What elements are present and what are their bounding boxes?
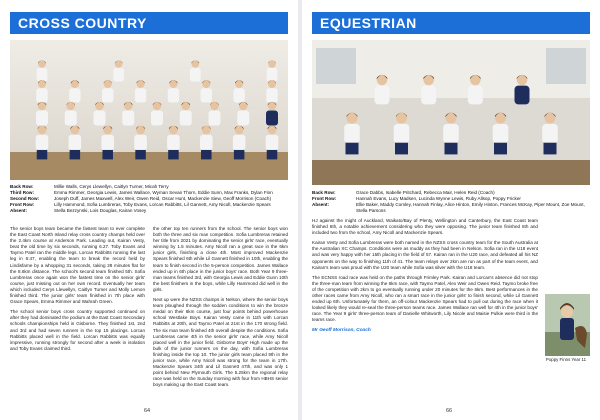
caption-row: Third Row: Emma Rimmer, Georgia Lewis, James Wallace, Wyman Sevan Thorn, Eddie Sunn, Max Franks, Dylan Finn [10,190,273,196]
article-column [153,226,288,392]
article-body [312,218,538,338]
caption-row: Back Row: Grace Dabbs, Isabelle Pritchard, Rebecca Mair, Helen Reid (Coach) [312,190,495,195]
caption-row: Front Row: Lilly Hammond, Sofia Lumbreras, Toby Evans, Lorcan Rabbitts, Lil Gannett, Amy Nicoll, Mackenzie Spears [10,202,271,208]
article-body [10,226,288,392]
caption-row: Absent: Stella Bezzynski, Lois Douglas, Kairan Vosey [10,208,147,214]
caption-row: Second Row: Joseph Duff, James Maxwell, Alex Weir, Owen Reid, Oscar Hunt, Mackenzie Siew, Geoff Morrison (Coach) [10,196,272,202]
photo-caption [10,184,288,214]
caption-row: Absent: Ellie Baker, Maddy Comley, Hannah Finlay, Alice Hinton, Emily Hinton, Frances McKay, Piper Mount, Zoe Mount, Stella Parsons [312,202,585,214]
photo-caption [312,190,590,214]
paragraph: The senior boys team became the fastest team to ever complete the East Coast North Island relay cross country champs held over the 2.4km course at Anderson Park. Leading out, Kairan Vesty, beat the old time by six seconds, running 6.27. Toby Evans and Taymo Patel ran the middle legs. Lorcan Rabbitts running the last leg in 6:47, enabling the team to break the record held by Lindisfarne by a whopping 31 seconds, taking 28 minutes flat for the 8.6km distance. The school's second team finished 5th. Sofia Lumbreras once again won the fastest time on the senior girls' course, just missing out on her own record. Eventually her team which included Cerys Llewellyn, Caitlyn Turner and Molly Lemon finished third. The junior girls' team finished in 7th place with Grace Spears, Emma Rimmer and Wahrah Green. [10,226,145,305]
portrait-caption: Poppy Finns Year 11 [545,357,587,362]
coach-signature: Mr Geoff Morrison, Coach [312,327,371,333]
article-column [312,218,538,338]
page-number: 64 [144,408,151,414]
caption-row: Front Row: Hannah Evans, Lucy Madsen, Lucinda Wynne Lewis, Ruby Allsop, Poppy Fricker [312,196,521,202]
rider-portrait [545,294,590,356]
page-number: 66 [446,408,453,414]
cross-country-team-photo [10,40,288,180]
left-page [0,0,298,420]
paragraph: The school senior boys cross country supported continued on after they had dominated the podium at the East Coast Secondary schools championships held in Gisborne. They finished 1st, 2nd and 3rd and had seven runners in the top 15 placings. Lorcan Rabbitts placed well in the field. Lorcan Rabbitts was equally impressive, running strongly for second after a week in isolation and Toby Evans claimed third. [10,309,145,351]
paragraph: Kairan Vesty and Sofia Lumbreras were both named in the NZSS cross country team for the South Australia at the Australian XC Champs. Conditions were as muddy as they had been in Nelson. Sofia ran in the U18 event and was very happy with her 15th placing in the field of 57. Kairan ran in the U20 race, and defeated all his NZ opponents on the way to finishing 11th of 41. The team relays over 2km are run as part of the team event, and Kairan's team was proud with the U20 team while Sofia was silver with the U18 team. [312,240,538,270]
caption-row: Back Row: Millie Walls, Cerys Llewellyn, Caitlyn Turner, Micah Terry [10,184,169,189]
equestrian-team-photo [312,40,590,185]
right-page [302,0,600,420]
page-title: CROSS COUNTRY [10,12,288,34]
page-title: EQUESTRIAN [312,12,590,34]
paragraph: the other top ten runners from the school. The senior boys won both the three and six man competition. Sofia Lumbreras retained her title from 2021 by dominating the senior girls' race, eventually winning by 1.5 minutes. Amy Nicoll ran a great race in the 6km junior girls, finishing a close 4th. Most improved Mackenzie Spears finished 6th while Lil Gannett finished in 10th, enabling the team to finish second in the 5-person competition. James Wallace ended up in 6th place in the junior boys' race. Both Year 9 three-man teams finished 3rd, with Georgia Lewis and Eddie Gunn 10th the best finishers in the boys, while Lilly Hammond did well in the girls. [153,226,288,292]
paragraph: HJ against the might of Auckland, Waikato/Bay of Plenty, Wellington and Canterbury, the East Coast team finished 6th, a notable achievement considering who they were opposing. The junior team finished 5th and included two from the school, Amy Nicoll and Mackenzie Spears. [312,218,538,236]
paragraph: Next up were the NZSS champs in Nelson, where the senior boys team ploughed through the sodden conditions to win the bronze medal on their 6km course, just four points behind powerhouse school Westlake Boys. Kairan Vesty came in 11th with Lorcan Rabbitts at 20th, and Taymo Patel at 21st in the 170 strong field. The six man team finished 4th overall despite the conditions. Sofia Lumbreras came 4th in the senior girls' race, while Amy Nicoll placed well in the junior field. Gisborne Boys' High made up the bulk of the junior runners on the day, with Sofia Lumbreras finishing inside the top 10. The junior girls team placed 9th in the junior race, while Amy Nicoll was strong for the team in 17th. Mackenzie Spears 34th and Lil Gannett 47th, and was only 1 point behind New Plymouth Girls. The 5.25km the regional relay race was held on the Sunday morning with four from HBHS senior boys making up the East Coast team. [153,297,288,388]
paragraph: The ECNSS road race was held on the paths through Frimley Park. Kairan and Lorcan's absence did not stop the three-man team from winning the 6km race, with Taymo Patel, Alex Weir and Owen Reid. Taymo broke free of the competition with 2km to go eventually running under 20 minutes for the 6km. Best performances in the other races came from Amy Nicoll, who ran a smart race in the junior girls' to finish second, while Lil Gannett ended up 6th. Unfortunately for them, an off-colour Mackenzie Spears had to pull out during the race when it looked likely they would re-seal the three-person teams race. James Wallace ran well for 4th in the junior boys' race. The Year 9 girls' three-person team of Danielle Whitworth, Lily Nicole and Maisie Pulkie were third in the teams race. [312,274,538,323]
article-column [10,226,145,392]
